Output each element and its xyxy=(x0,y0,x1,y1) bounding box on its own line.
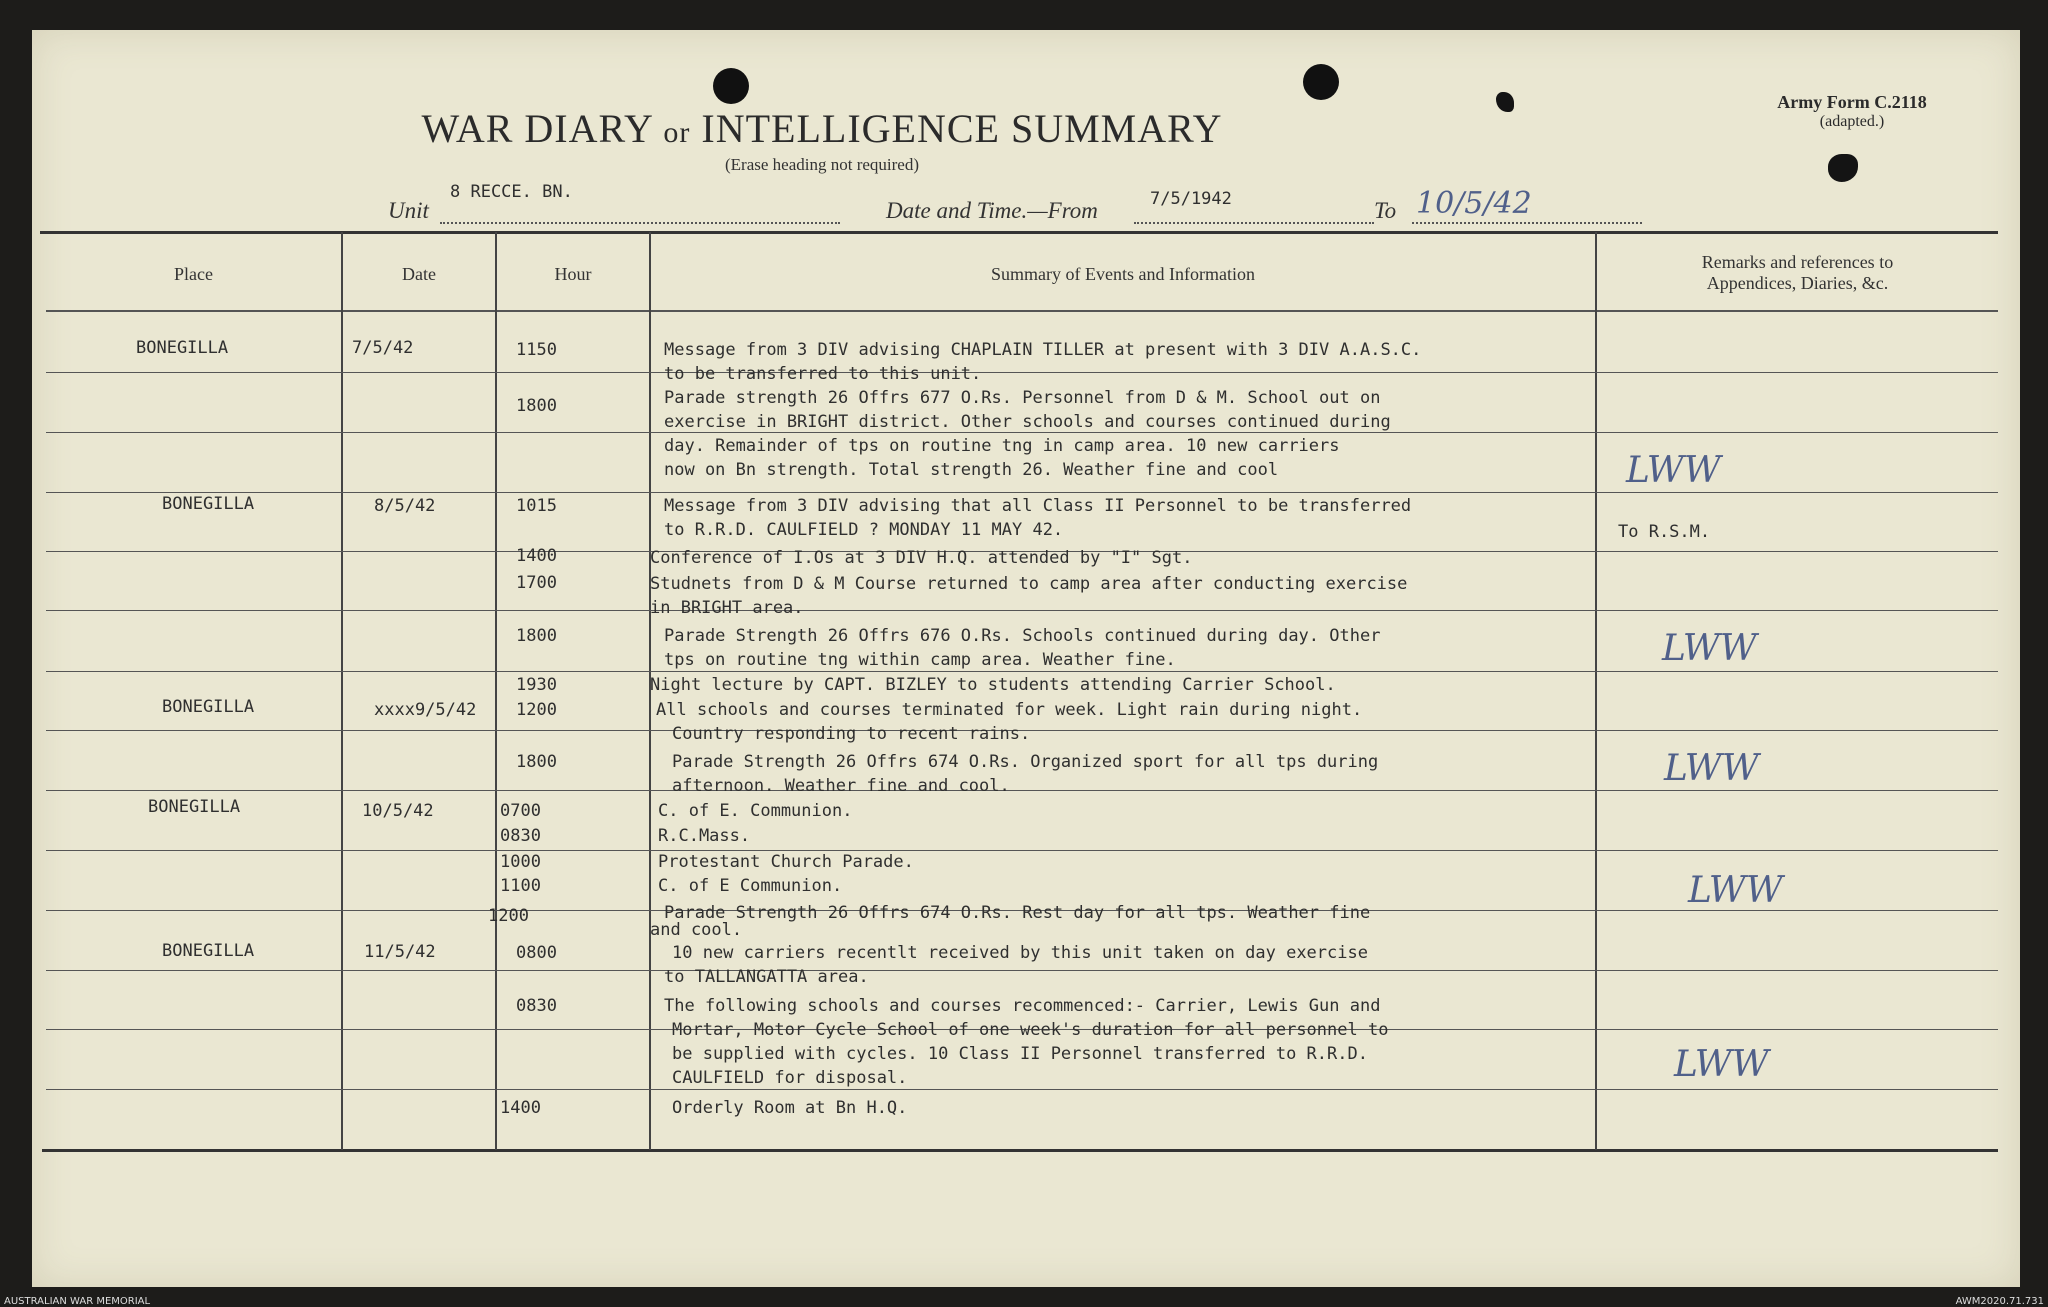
summary-line: All schools and courses terminated for week. Light rain during night. xyxy=(656,700,1363,720)
summary-line: be supplied with cycles. 10 Class II Personnel transferred to R.R.D. xyxy=(672,1044,1368,1064)
hour-cell: 0830 xyxy=(500,826,541,846)
summary-line: CAULFIELD for disposal. xyxy=(672,1068,908,1088)
row-rule xyxy=(46,970,1998,971)
col-divider xyxy=(1595,232,1597,1150)
summary-line: Parade Strength 26 Offrs 676 O.Rs. Schools continued during day. Other xyxy=(664,626,1381,646)
paper-tear xyxy=(1828,154,1858,182)
punch-hole xyxy=(713,68,749,104)
summary-line: Message from 3 DIV advising that all Class II Personnel to be transferred xyxy=(664,496,1412,516)
hour-cell: 1800 xyxy=(516,752,557,772)
place-cell: BONEGILLA xyxy=(162,494,255,514)
date-from-value: 7/5/1942 xyxy=(1150,189,1232,209)
summary-line: Mortar, Motor Cycle School of one week's duration for all personnel to xyxy=(672,1020,1389,1040)
summary-line: to R.R.D. CAULFIELD ? MONDAY 11 MAY 42. xyxy=(664,520,1064,540)
hour-cell: 1015 xyxy=(516,496,557,516)
footer-accession: AWM2020.71.731 xyxy=(1955,1296,2044,1307)
date-to-label: To xyxy=(1374,198,1397,223)
summary-line: Parade strength 26 Offrs 677 O.Rs. Personnel from D & M. School out on xyxy=(664,388,1381,408)
hour-cell: 1000 xyxy=(500,852,541,872)
summary-line: Orderly Room at Bn H.Q. xyxy=(672,1098,908,1118)
form-subtitle: (Erase heading not required) xyxy=(725,155,919,174)
row-rule xyxy=(46,1089,1998,1090)
summary-line: Protestant Church Parade. xyxy=(658,852,914,872)
row-rule xyxy=(46,671,1998,672)
summary-line: C. of E. Communion. xyxy=(658,801,853,821)
punch-hole xyxy=(1303,64,1339,100)
col-header-date: Date xyxy=(402,264,436,284)
summary-line: day. Remainder of tps on routine tng in camp area. 10 new carriers xyxy=(664,436,1340,456)
summary-line: now on Bn strength. Total strength 26. Weather fine and cool xyxy=(664,460,1279,480)
hour-cell: 1800 xyxy=(516,626,557,646)
summary-line: Parade Strength 26 Offrs 674 O.Rs. Rest day for all tps. Weather fine xyxy=(664,903,1371,923)
hour-cell: 1400 xyxy=(500,1098,541,1118)
summary-line: The following schools and courses recommenced:- Carrier, Lewis Gun and xyxy=(664,996,1381,1016)
date-cell: 11/5/42 xyxy=(364,942,436,962)
summary-line: Conference of I.Os at 3 DIV H.Q. attended by "I" Sgt. xyxy=(650,548,1193,568)
place-cell: BONEGILLA xyxy=(136,338,229,358)
remark-initials: LWW xyxy=(1664,748,1759,789)
form-title: WAR DIARY or INTELLIGENCE SUMMARY xyxy=(421,106,1223,151)
army-form-ref: Army Form C.2118 (adapted.) xyxy=(1777,92,1927,130)
col-header-remarks: Remarks and references to Appendices, Diaries, &c. xyxy=(1701,252,1894,293)
place-cell: BONEGILLA xyxy=(162,941,255,961)
summary-line: tps on routine tng within camp area. Weather fine. xyxy=(664,650,1176,670)
hour-cell: 1100 xyxy=(500,876,541,896)
date-from-dotline xyxy=(1134,222,1374,224)
summary-line: Message from 3 DIV advising CHAPLAIN TILLER at present with 3 DIV A.A.S.C. xyxy=(664,340,1422,360)
row-rule xyxy=(46,492,1998,493)
summary-line: C. of E Communion. xyxy=(658,876,843,896)
date-cell: 10/5/42 xyxy=(362,801,434,821)
row-rule xyxy=(46,610,1998,611)
summary-line: afternoon. Weather fine and cool. xyxy=(672,776,1010,796)
unit-label: Unit xyxy=(388,198,429,223)
hour-cell: 0700 xyxy=(500,801,541,821)
unit-dotline xyxy=(440,222,840,224)
remark-initials: LWW xyxy=(1688,870,1783,911)
row-rule xyxy=(46,372,1998,373)
summary-line: Night lecture by CAPT. BIZLEY to students attending Carrier School. xyxy=(650,675,1336,695)
summary-line: R.C.Mass. xyxy=(658,826,751,846)
hour-cell: 1800 xyxy=(516,396,557,416)
col-header-place: Place xyxy=(174,264,213,284)
summary-line: Country responding to recent rains. xyxy=(672,724,1031,744)
summary-line: to TALLANGATTA area. xyxy=(664,967,869,987)
place-cell: BONEGILLA xyxy=(162,697,255,717)
date-from-label: Date and Time.—From xyxy=(886,198,1098,223)
col-header-summary: Summary of Events and Information xyxy=(991,264,1255,284)
table-header-border xyxy=(46,310,1998,312)
col-divider xyxy=(341,232,343,1150)
remark-initials: LWW xyxy=(1662,628,1757,669)
summary-line: exercise in BRIGHT district. Other schools and courses continued during xyxy=(664,412,1391,432)
table-top-border xyxy=(40,231,1998,234)
summary-line: Parade Strength 26 Offrs 674 O.Rs. Organized sport for all tps during xyxy=(672,752,1379,772)
footer-credit: AUSTRALIAN WAR MEMORIAL xyxy=(4,1296,151,1307)
date-cell: 8/5/42 xyxy=(374,496,436,516)
unit-value: 8 RECCE. BN. xyxy=(450,182,573,202)
date-cell: 7/5/42 xyxy=(352,338,414,358)
date-to-dotline xyxy=(1412,222,1642,224)
table-bottom-border xyxy=(42,1149,1998,1152)
col-divider xyxy=(495,232,497,1150)
row-rule xyxy=(46,790,1998,791)
row-rule xyxy=(46,432,1998,433)
summary-line: and cool. xyxy=(650,920,743,940)
place-cell: BONEGILLA xyxy=(148,797,241,817)
summary-line: Studnets from D & M Course returned to camp area after conducting exercise xyxy=(650,574,1408,594)
hour-cell: 1150 xyxy=(516,340,557,360)
hour-cell: 0800 xyxy=(516,943,557,963)
col-header-hour: Hour xyxy=(554,264,592,284)
hour-cell: 0830 xyxy=(516,996,557,1016)
hour-cell: 1930 xyxy=(516,675,557,695)
date-cell: xxxx9/5/42 xyxy=(374,700,477,720)
summary-line: in BRIGHT area. xyxy=(650,598,804,618)
summary-line: 10 new carriers recentlt received by this unit taken on day exercise xyxy=(672,943,1368,963)
diary-page xyxy=(32,30,2020,1287)
hour-cell: 1200 xyxy=(488,906,529,926)
hour-cell: 1700 xyxy=(516,573,557,593)
hour-cell: 1400 xyxy=(516,546,557,566)
remark-initials: LWW xyxy=(1626,450,1721,491)
date-to-handwritten: 10/5/42 xyxy=(1416,186,1532,221)
remark-rsm: To R.S.M. xyxy=(1618,522,1711,542)
row-rule xyxy=(46,850,1998,851)
remark-initials: LWW xyxy=(1674,1044,1769,1085)
hour-cell: 1200 xyxy=(516,700,557,720)
summary-line: to be transferred to this unit. xyxy=(664,364,982,384)
